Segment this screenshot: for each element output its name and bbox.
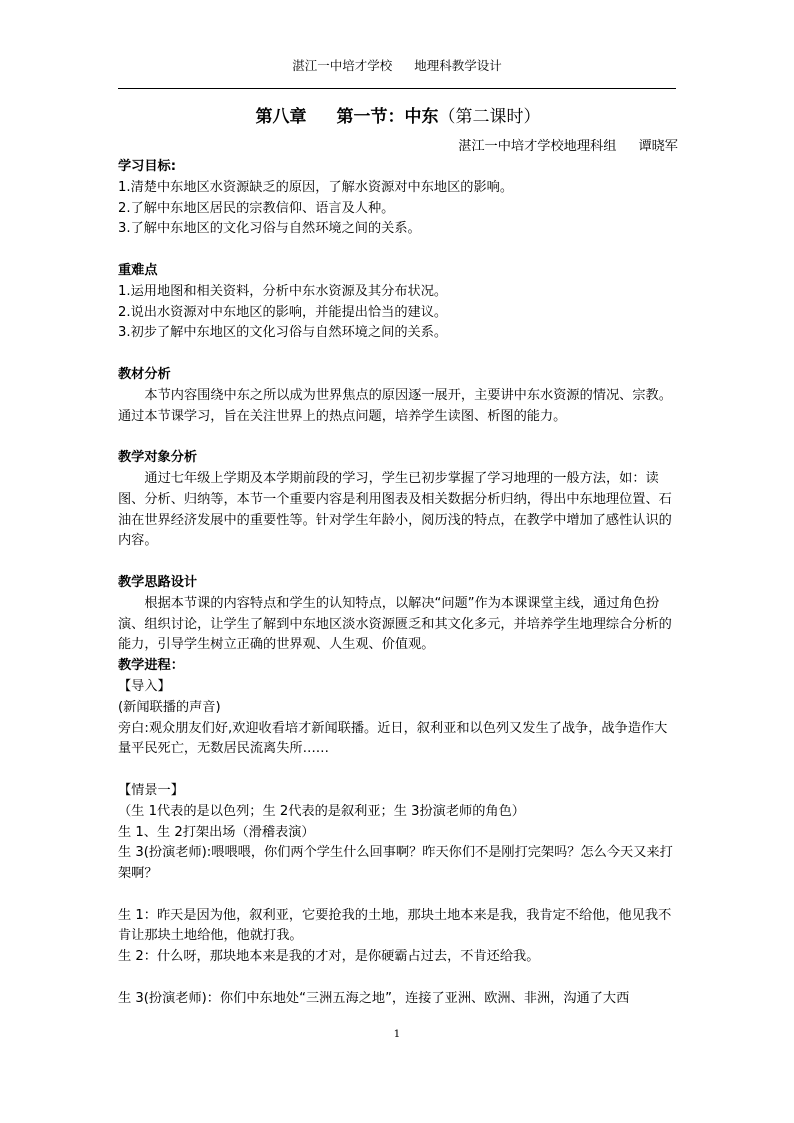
key-point-item: 3.初步了解中东地区的文化习俗与自然环境之间的关系。 [118, 325, 448, 341]
intro-line: (新闻联播的声音) [118, 699, 221, 715]
header-school: 湛江一中培才学校 [292, 58, 393, 73]
process-heading: 教学进程： [118, 658, 184, 674]
header-subject: 地理科教学设计 [414, 58, 502, 73]
intro-line: 旁白:观众朋友们好,欢迎收看培才新闻联播。近日，叙利亚和以色列又发生了战争，战争造作大量平民死亡，无数居民流离失所…… [118, 720, 668, 757]
material-analysis-heading: 教材分析 [118, 366, 171, 382]
objective-item: 3.了解中东地区的文化习俗与自然环境之间的关系。 [118, 221, 421, 237]
title-lesson: （第二课时） [438, 107, 541, 127]
author-name: 谭晓军 [638, 139, 678, 154]
document-title [118, 103, 678, 131]
closing-line: 生 3(扮演老师)：你们中东地处“三洲五海之地”，连接了亚洲、欧洲、非洲，沟通了大西 [118, 990, 630, 1006]
page-number: 1 [393, 1028, 401, 1040]
objectives-heading: 学习目标: [118, 159, 177, 174]
header-divider [118, 88, 676, 89]
scene-line: 生 3(扮演老师):喂喂喂，你们两个学生什么回事啊？昨天你们不是刚打完架吗？怎么今天又来打架啊？ [118, 845, 673, 882]
objective-item: 2.了解中东地区居民的宗教信仰、语言及人种。 [118, 200, 395, 216]
key-point-item: 1.运用地图和相关资料，分析中东水资源及其分布状况。 [118, 283, 448, 299]
scene-line: （生 1代表的是以色列；生 2代表的是叙利亚；生 3扮演老师的角色） [118, 803, 525, 819]
scene-label: 【情景一】 [118, 782, 184, 798]
student-analysis-text: 通过七年级上学期及本学期前段的学习，学生已初步掌握了学习地理的一般方法，如：读图、分析、归纳等，本节一个重要内容是利用图表及相关数据分析归纳，得出中东地理位置、石油在世界经济发展中的重要性等。针对学生年龄小，阅历浅的特点，在教学中增加了感性认识的内容。 [118, 470, 672, 549]
scene-line: 生 1、生 2打架出场（滑稽表演） [118, 824, 315, 840]
student-analysis-heading: 教学对象分析 [118, 450, 198, 466]
document-body [118, 103, 678, 1010]
dialogue-line: 生 1：昨天是因为他，叙利亚，它要抢我的土地，那块土地本来是我，我肯定不给他，他见我不肯让那块土地给他，他就打我。 [118, 907, 672, 944]
material-analysis-text: 本节内容围绕中东之所以成为世界焦点的原因逐一展开，主要讲中东水资源的情况、宗教。通过本节课学习，旨在关注世界上的热点问题，培养学生读图、析图的能力。 [118, 387, 672, 424]
design-thinking-text: 根据本节课的内容特点和学生的认知特点，以解决“问题”作为本课课堂主线，通过角色扮演、组织讨论，让学生了解到中东地区淡水资源匮乏和其文化多元，并培养学生地理综合分析的能力，引导学生树立正确的世界观、人生观、价值观。 [118, 595, 672, 653]
design-thinking-heading: 教学思路设计 [118, 574, 198, 590]
key-point-item: 2.说出水资源对中东地区的影响，并能提出恰当的建议。 [118, 304, 448, 320]
key-points-heading: 重难点 [118, 262, 158, 278]
title-section: 第一节：中东 [336, 107, 439, 127]
page-header [0, 58, 794, 74]
dialogue-line: 生 2：什么呀，那块地本来是我的才对，是你硬霸占过去，不肯还给我。 [118, 949, 540, 965]
title-chapter: 第八章 [255, 107, 307, 127]
author-group: 湛江一中培才学校地理科组 [458, 139, 617, 154]
author-line [118, 137, 678, 157]
intro-label: 【导入】 [118, 678, 171, 694]
objective-item: 1.清楚中东地区水资源缺乏的原因，了解水资源对中东地区的影响。 [118, 179, 514, 195]
